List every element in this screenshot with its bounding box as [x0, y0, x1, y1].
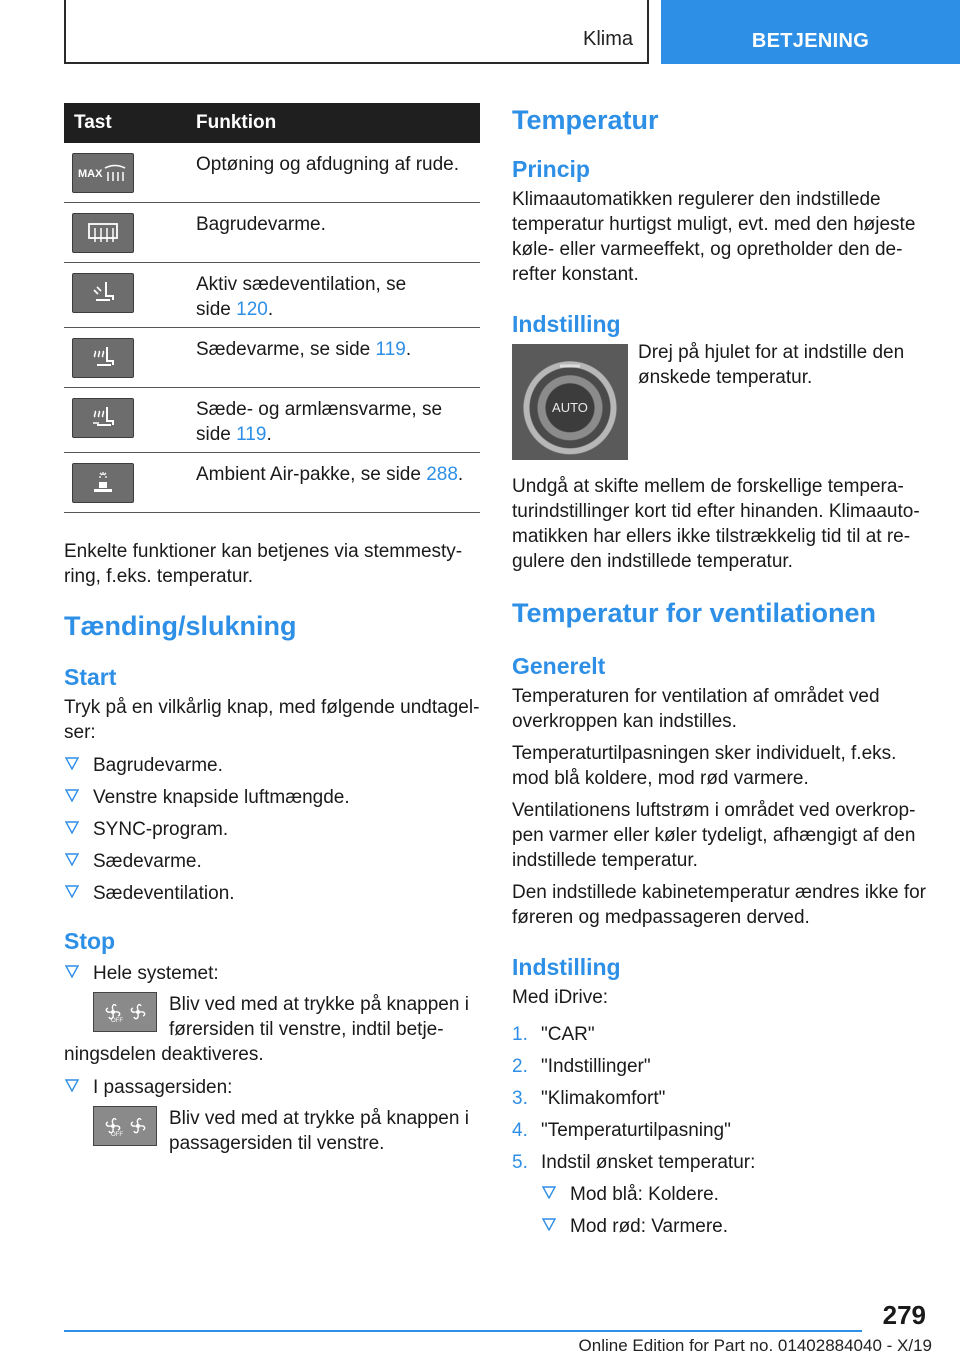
page-number: 279 — [882, 1300, 926, 1330]
knob-text: Drej på hjulet for at indstille den ønskede temperatur. — [638, 342, 905, 388]
fan-off-button-icon — [93, 1106, 157, 1146]
left-column — [64, 103, 480, 1156]
table-row-text: Optøning og afdugning af rude. — [196, 154, 460, 175]
start-list — [64, 753, 480, 906]
heading-setting-2: Indstilling — [512, 954, 621, 980]
triangle-bullet-icon — [65, 757, 79, 770]
table-row-text: Sæde- og armlænsvarme, se — [196, 399, 443, 420]
voice-control-note: Enkelte funktioner kan betjenes via stemmesty‐ring, f.eks. temperatur. — [64, 541, 463, 587]
seat-heating-icon — [72, 338, 134, 378]
avoid-text: Undgå at skifte mellem de forskellige tempera‐turindstillinger kort tid efter hinanden. Klimaauto‐matikken har ellers ikke tilstrækkelig tid til at re‐gulere den indstillede temperatur. — [512, 476, 920, 572]
list-item: SYNC-program. — [64, 817, 480, 842]
steps-list — [512, 1022, 928, 1175]
triangle-bullet-icon — [65, 965, 79, 978]
heading-on-off: Tænding/slukning — [64, 611, 297, 641]
stop-passenger-text-a: Bliv ved med at trykke på knappen i — [169, 1108, 469, 1129]
rear-window-heating-icon — [72, 213, 134, 253]
svg-text:OFF: OFF — [110, 1018, 123, 1023]
list-item: Sædevarme. — [64, 849, 480, 874]
table-header — [64, 103, 480, 143]
list-item: Hele systemet: — [64, 961, 480, 986]
page-link-119[interactable]: 119 — [375, 339, 406, 360]
principle-text: Klimaautomatikken regulerer den indstillede temperatur hurtigst muligt, evt. med den højeste køle- eller varmeeffekt, og opretholder den de‐refter konstant. — [512, 189, 916, 285]
table-row-end: . — [405, 339, 412, 360]
table-row-end: . — [267, 299, 274, 320]
knob-auto-label: AUTO — [552, 400, 588, 415]
header-chapter-title: BETJENING — [751, 30, 870, 52]
table-row — [64, 388, 480, 453]
temperature-sub-list — [541, 1182, 928, 1239]
svg-text:OFF: OFF — [110, 1132, 123, 1137]
function-table — [64, 103, 480, 513]
triangle-bullet-icon — [65, 885, 79, 898]
general-p2: Temperaturtilpasningen sker individuelt, f.eks. mod blå koldere, mod rød varmere. — [512, 743, 897, 789]
table-row-text: Ambient Air-pakke, se side — [196, 464, 427, 485]
heading-vent-temperature: Temperatur for ventilationen — [512, 598, 877, 628]
ambient-air-icon — [72, 463, 134, 503]
footer-divider — [64, 1330, 862, 1332]
heading-temperature: Temperatur — [512, 105, 659, 135]
list-item: 1. "CAR" — [512, 1024, 595, 1045]
table-row-end: . — [266, 424, 272, 445]
svg-text:MAX: MAX — [78, 168, 103, 180]
heading-setting: Indstilling — [512, 311, 621, 337]
idrive-text: Med iDrive: — [512, 987, 609, 1008]
table-row-text: Bagrudevarme. — [196, 214, 326, 235]
seat-ventilation-icon — [72, 273, 134, 313]
list-item: 2. "Indstillinger" — [512, 1056, 651, 1077]
triangle-bullet-icon — [65, 1079, 79, 1092]
stop-driver-text-b: førersiden til venstre, indtil betje‐ — [169, 1019, 444, 1040]
start-text: Tryk på en vilkårlig knap, med følgende undtagel‐ser: — [64, 697, 480, 743]
header-chapter-tab[interactable] — [661, 0, 960, 64]
table-header-function: Funktion — [196, 112, 277, 133]
triangle-bullet-icon — [65, 853, 79, 866]
table-header-key: Tast — [74, 112, 112, 133]
max-defrost-icon — [72, 153, 134, 193]
list-item: Venstre knapside luftmængde. — [64, 785, 480, 810]
general-p3: Ventilationens luftstrøm i området ved overkrop‐pen varmer eller køler tydeligt, afhængigt af den indstillede temperatur. — [512, 800, 916, 871]
stop-driver-text-a: Bliv ved med at trykke på knappen i — [169, 994, 469, 1015]
seat-armrest-heating-icon — [72, 398, 134, 438]
table-row — [64, 328, 480, 388]
stop-passenger-text-b: passagersiden til venstre. — [169, 1133, 385, 1154]
stop-list — [64, 961, 480, 986]
list-item: 4. "Temperaturtilpasning" — [512, 1120, 731, 1141]
page-link-288[interactable]: 288 — [426, 464, 458, 485]
triangle-bullet-icon — [542, 1218, 556, 1231]
header-section-title: Klima — [582, 28, 633, 50]
heading-start: Start — [64, 664, 117, 690]
knob-block — [512, 344, 928, 460]
general-p4: Den indstillede kabinetemperatur ændres ikke for føreren og medpassageren derved. — [512, 882, 926, 928]
table-row — [64, 263, 480, 328]
list-item: 3. "Klimakomfort" — [512, 1088, 666, 1109]
list-item: Bagrudevarme. — [64, 753, 480, 778]
temperature-knob-image — [512, 344, 628, 460]
page-link-119[interactable]: 119 — [236, 424, 267, 445]
general-p1: Temperaturen for ventilation af området ved overkroppen kan indstilles. — [512, 686, 880, 732]
list-item: Mod rød: Varmere. — [541, 1214, 928, 1239]
heading-general: Generelt — [512, 653, 606, 679]
list-item: I passagersiden: — [64, 1075, 480, 1100]
heading-principle: Princip — [512, 156, 590, 182]
triangle-bullet-icon — [65, 821, 79, 834]
table-row — [64, 143, 480, 203]
footer-edition: Online Edition for Part no. 01402884040 - X/19 — [578, 1336, 932, 1355]
fan-off-button-icon — [93, 992, 157, 1032]
right-column — [512, 103, 928, 1239]
triangle-bullet-icon — [542, 1186, 556, 1199]
table-row-text: Sædevarme, se side — [196, 339, 376, 360]
table-row-text: Aktiv sædeventilation, se — [196, 274, 407, 295]
triangle-bullet-icon — [65, 789, 79, 802]
list-item: 5. Indstil ønsket temperatur: — [512, 1152, 756, 1173]
heading-stop: Stop — [64, 928, 116, 954]
stop-list-2 — [64, 1075, 480, 1100]
list-item: Sædeventilation. — [64, 881, 480, 906]
table-row — [64, 453, 480, 513]
stop-driver-block — [64, 992, 480, 1042]
table-row — [64, 203, 480, 263]
list-item: Mod blå: Koldere. — [541, 1182, 928, 1207]
stop-passenger-block — [64, 1106, 480, 1156]
table-row-end: . — [457, 464, 464, 485]
stop-driver-text-c: ningsdelen deaktiveres. — [64, 1044, 264, 1065]
header-section-box — [64, 0, 649, 64]
table-row-text2: side — [196, 424, 237, 445]
table-row-text2: side — [196, 299, 237, 320]
page-link-120[interactable]: 120 — [236, 299, 268, 320]
